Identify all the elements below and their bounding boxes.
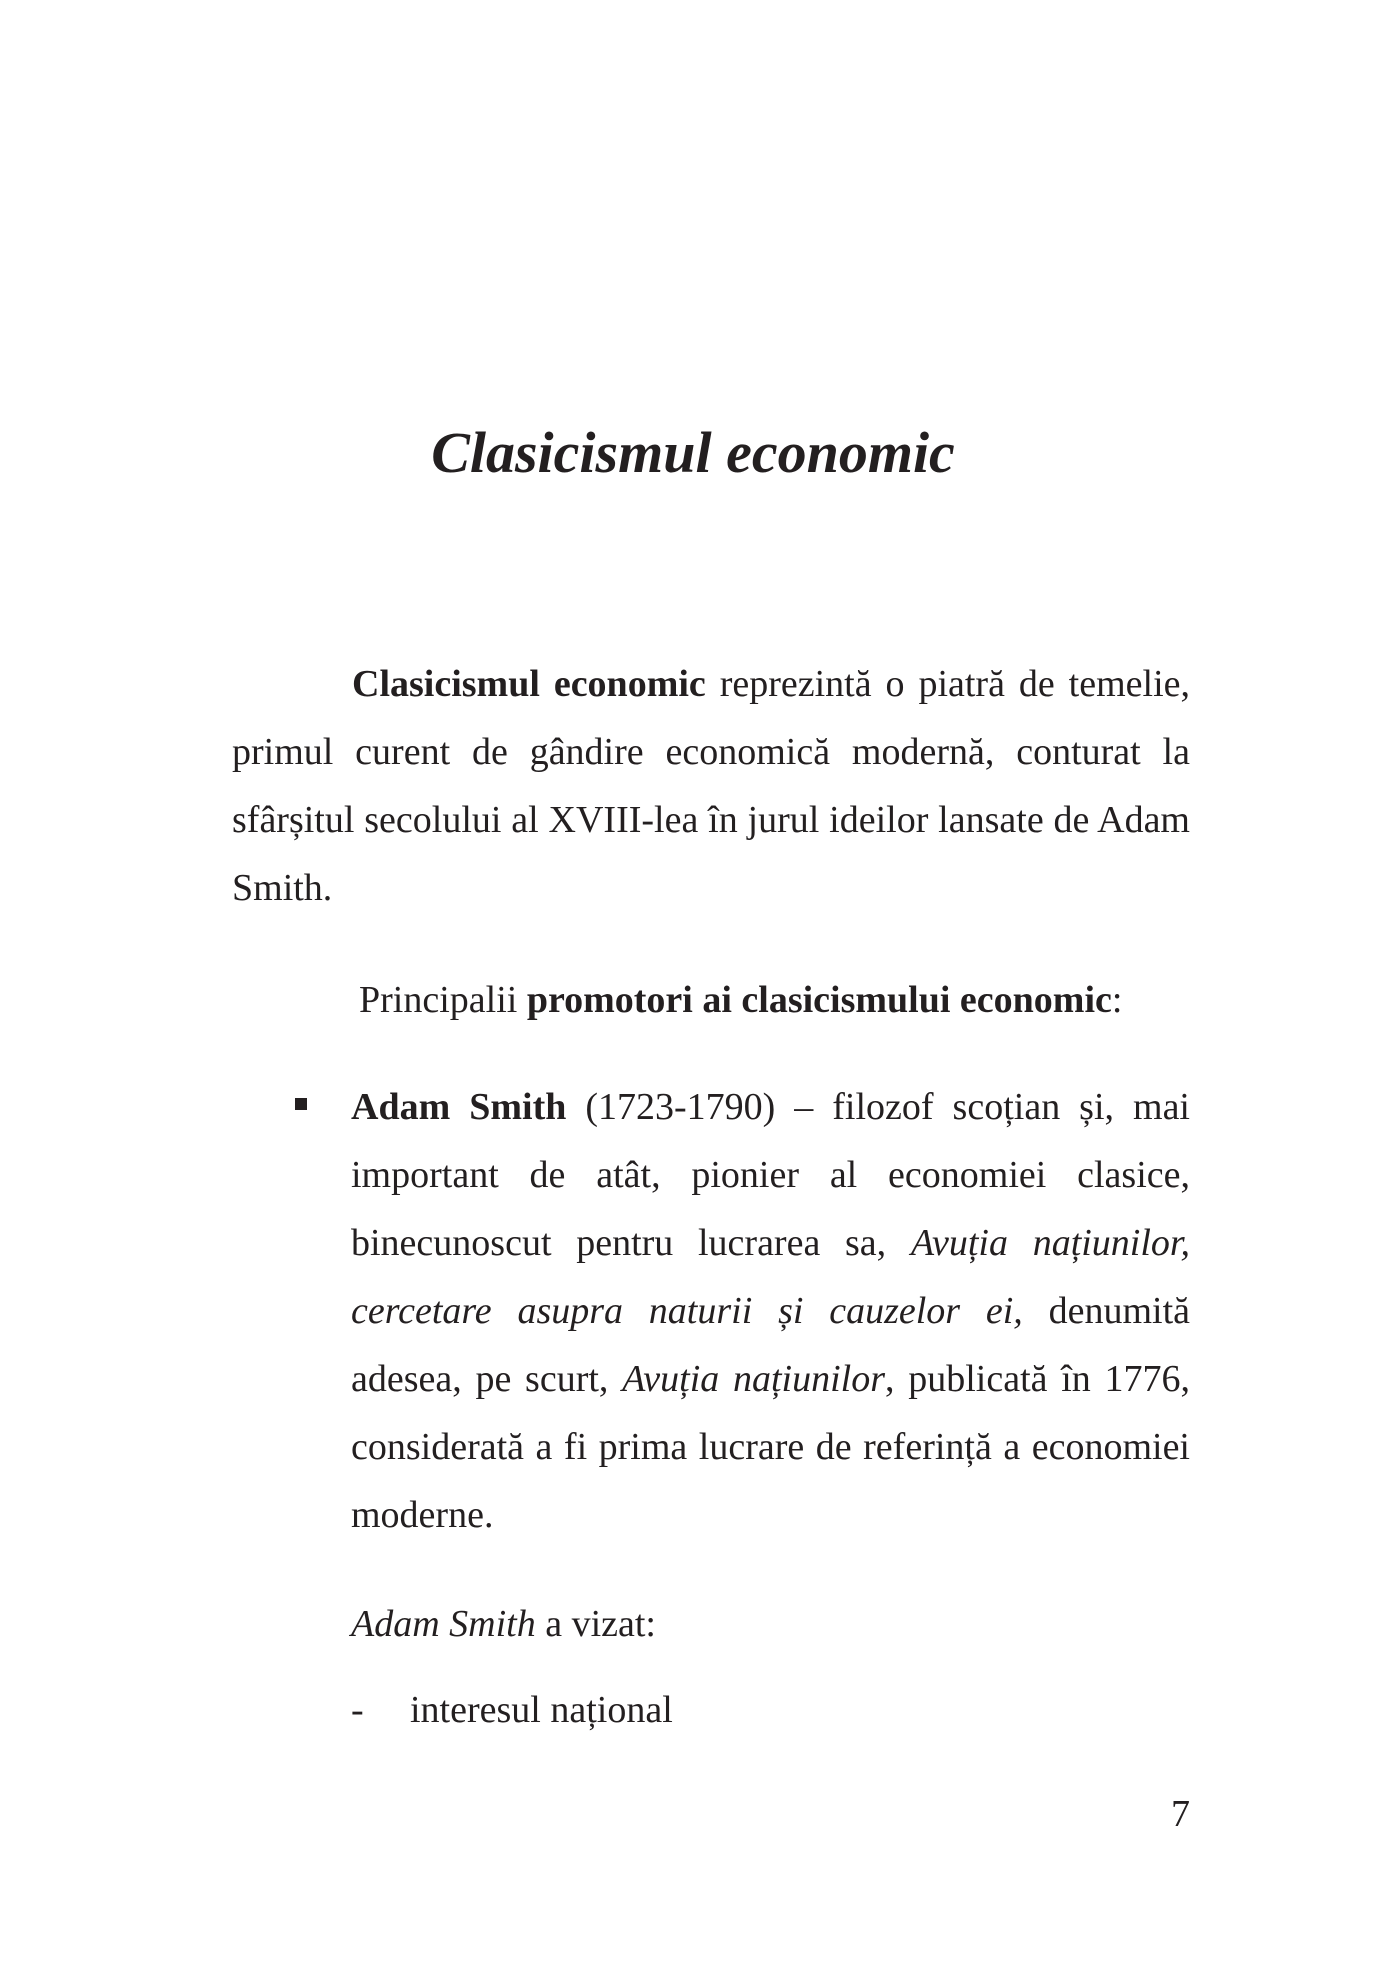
page-number: 7 xyxy=(1171,1793,1190,1835)
bullet-text-2: denumită adesea, pe scurt, xyxy=(351,1290,1190,1400)
square-bullet-icon xyxy=(295,1098,307,1110)
intro-text: reprezintă o piatră de temelie, primul curent de gândire economică modernă, conturat la sfârșitul secolului al XVIII-lea în jurul ideilor lansate de Adam Smith. xyxy=(232,663,1190,909)
promoters-prefix: Principalii xyxy=(359,979,527,1021)
bullet-item-adam-smith xyxy=(351,1073,1190,1549)
list-item: interesul național xyxy=(410,1689,673,1731)
intro-paragraph xyxy=(232,650,1190,922)
bullet-name: Adam Smith xyxy=(351,1086,567,1128)
bullet-text-1: (1723-1790) – filozof scoțian și, mai important de atât, pionier al economiei clasice, binecunoscut pentru lucrarea sa, xyxy=(351,1086,1190,1264)
vizat-italic-name: Adam Smith xyxy=(351,1603,536,1645)
promoters-suffix: : xyxy=(1111,979,1123,1021)
bullet-italic-1: Avuția națiunilor, cercetare asupra naturii și cauzelor ei, xyxy=(351,1222,1190,1332)
bullet-text-3: , publicată în 1776, considerată a fi prima lucrare de referință a economiei moderne. xyxy=(351,1358,1190,1536)
promoters-heading xyxy=(359,966,1122,1034)
vizat-line xyxy=(351,1590,656,1658)
list-dash: - xyxy=(351,1689,364,1731)
vizat-text: a vizat: xyxy=(535,1603,656,1645)
bullet-italic-2: Avuția națiunilor xyxy=(622,1358,885,1400)
intro-bold-lead: Clasicismul economic xyxy=(352,663,706,705)
promoters-bold: promotori ai clasicismului economic xyxy=(526,979,1112,1021)
page-title: Clasicismul economic xyxy=(431,420,955,485)
